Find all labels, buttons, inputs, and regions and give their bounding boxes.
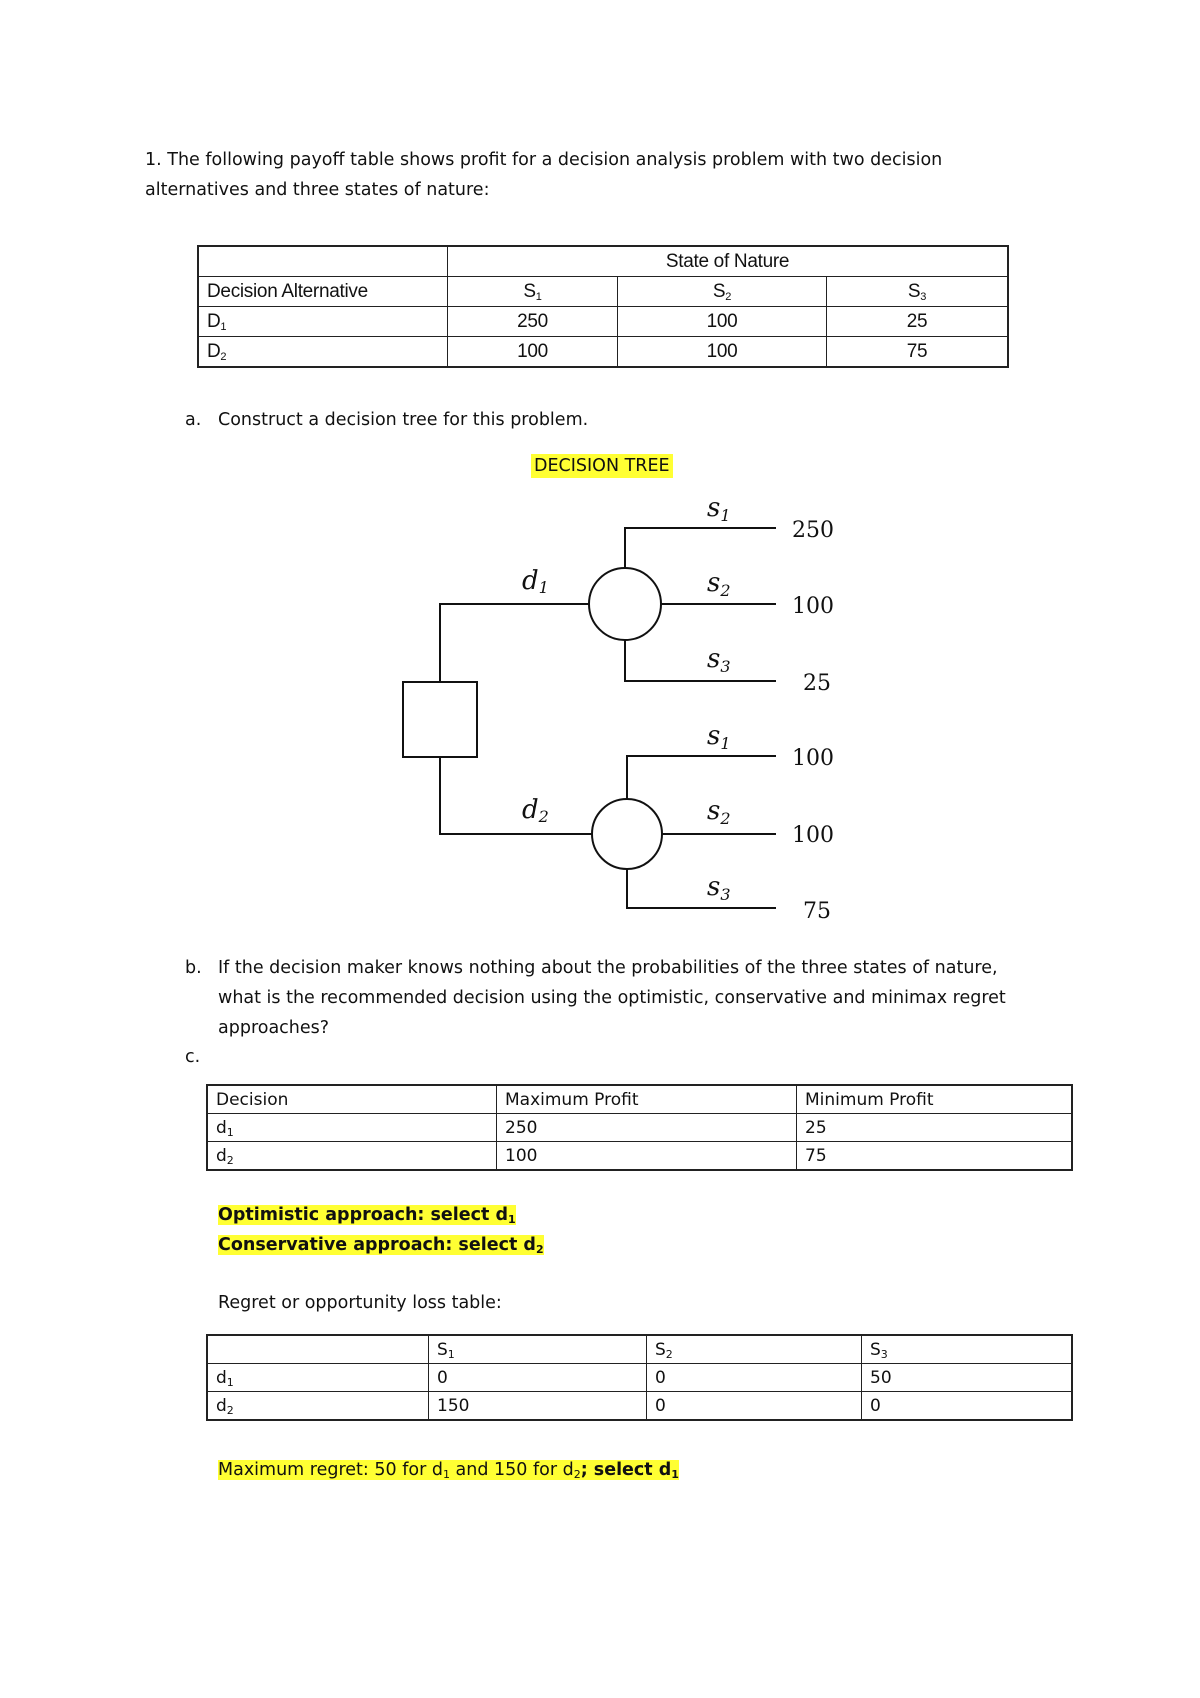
branch-d1-s3 <box>625 640 776 681</box>
branch-d2 <box>440 757 592 834</box>
maxmin-row-label: $d_1$ <box>207 1114 497 1142</box>
payoff-cell: 75 <box>827 337 1009 368</box>
payoff-header-decision: Decision Alternative <box>198 277 448 307</box>
regret-cell: 150 <box>429 1392 647 1421</box>
part-b-line-2: what is the recommended decision using the optimistic, conservative and minimax regret <box>218 988 1006 1008</box>
part-b-marker: b. <box>185 958 202 978</box>
chance-node-2 <box>592 799 662 869</box>
label-d1: d1 <box>522 566 549 597</box>
regret-header-s2: $S_2$ <box>647 1335 862 1364</box>
maxmin-header-max: Maximum Profit <box>497 1085 797 1114</box>
label-s2: s2 <box>707 796 731 828</box>
intro-line-2: alternatives and three states of nature: <box>145 180 490 200</box>
maxmin-header-min: Minimum Profit <box>797 1085 1073 1114</box>
label-s1: s1 <box>707 721 731 753</box>
regret-row-d1 <box>207 1364 1072 1392</box>
conservative-answer: Conservative approach: select $d_2$ <box>218 1235 544 1256</box>
decision-node <box>403 682 477 757</box>
optimistic-answer: Optimistic approach: select $d_1$ <box>218 1205 516 1226</box>
maxmin-table <box>206 1084 1073 1171</box>
payoff-value: 25 <box>803 671 831 696</box>
part-b-line-3: approaches? <box>218 1018 330 1038</box>
maxmin-row-d1 <box>207 1114 1072 1142</box>
payoff-cell: 100 <box>618 337 827 368</box>
regret-cell: 0 <box>647 1392 862 1421</box>
maxmin-min-cell: 25 <box>797 1114 1073 1142</box>
branch-d2-s1 <box>627 756 776 799</box>
tree-title: DECISION TREE <box>531 451 673 481</box>
part-c-marker: c. <box>185 1047 201 1067</box>
payoff-cell: 25 <box>827 307 1009 337</box>
payoff-cell: 100 <box>618 307 827 337</box>
chance-node-1 <box>589 568 661 640</box>
regret-cell: 0 <box>429 1364 647 1392</box>
part-b-line-1: If the decision maker knows nothing about the probabilities of the three states of nature, <box>218 958 998 978</box>
branch-d1-s1 <box>625 528 776 568</box>
label-d2: d2 <box>522 795 549 826</box>
payoff-cell: 250 <box>448 307 618 337</box>
regret-header-s1: $S_1$ <box>429 1335 647 1364</box>
part-b-text <box>218 953 1158 1043</box>
branch-d2-s3 <box>627 869 776 908</box>
regret-header-s3: $S_3$ <box>862 1335 1073 1364</box>
payoff-cell: 100 <box>448 337 618 368</box>
regret-row-label: $d_1$ <box>207 1364 429 1392</box>
part-a-marker: a. <box>185 410 202 430</box>
payoff-value: 100 <box>792 746 834 771</box>
regret-empty-corner <box>207 1335 429 1364</box>
payoff-group-header: State of Nature <box>448 246 1009 277</box>
maxmin-max-cell: 250 <box>497 1114 797 1142</box>
label-s2: s2 <box>707 568 731 600</box>
regret-row-label: $d_2$ <box>207 1392 429 1421</box>
payoff-value: 100 <box>792 594 834 619</box>
regret-table <box>206 1334 1073 1421</box>
regret-cell: 0 <box>647 1364 862 1392</box>
maxmin-header-decision: Decision <box>207 1085 497 1114</box>
max-regret-answer: Maximum regret: 50 for $d_1$ and 150 for $d_2$; select $d_1$ <box>218 1460 679 1481</box>
payoff-value: 250 <box>792 518 834 543</box>
intro-line-1: 1. The following payoff table shows profit for a decision analysis problem with two decision <box>145 150 943 170</box>
label-s3: s3 <box>707 872 731 904</box>
regret-cell: 50 <box>862 1364 1073 1392</box>
regret-row-d2 <box>207 1392 1072 1421</box>
payoff-header-s2: $S_2$ <box>618 277 827 307</box>
maxmin-max-cell: 100 <box>497 1142 797 1171</box>
label-s1: s1 <box>707 493 731 525</box>
payoff-header-s1: $S_1$ <box>448 277 618 307</box>
regret-label: Regret or opportunity loss table: <box>218 1293 502 1313</box>
part-a-text: Construct a decision tree for this problem. <box>218 410 589 430</box>
payoff-row-label: $D_2$ <box>198 337 448 368</box>
regret-cell: 0 <box>862 1392 1073 1421</box>
maxmin-row-d2 <box>207 1142 1072 1171</box>
maxmin-row-label: $d_2$ <box>207 1142 497 1171</box>
payoff-value: 75 <box>803 899 831 924</box>
payoff-header-s3: $S_3$ <box>827 277 1009 307</box>
maxmin-min-cell: 75 <box>797 1142 1073 1171</box>
label-s3: s3 <box>707 644 731 676</box>
payoff-value: 100 <box>792 823 834 848</box>
branch-d1 <box>440 604 591 682</box>
payoff-row-label: $D_1$ <box>198 307 448 337</box>
